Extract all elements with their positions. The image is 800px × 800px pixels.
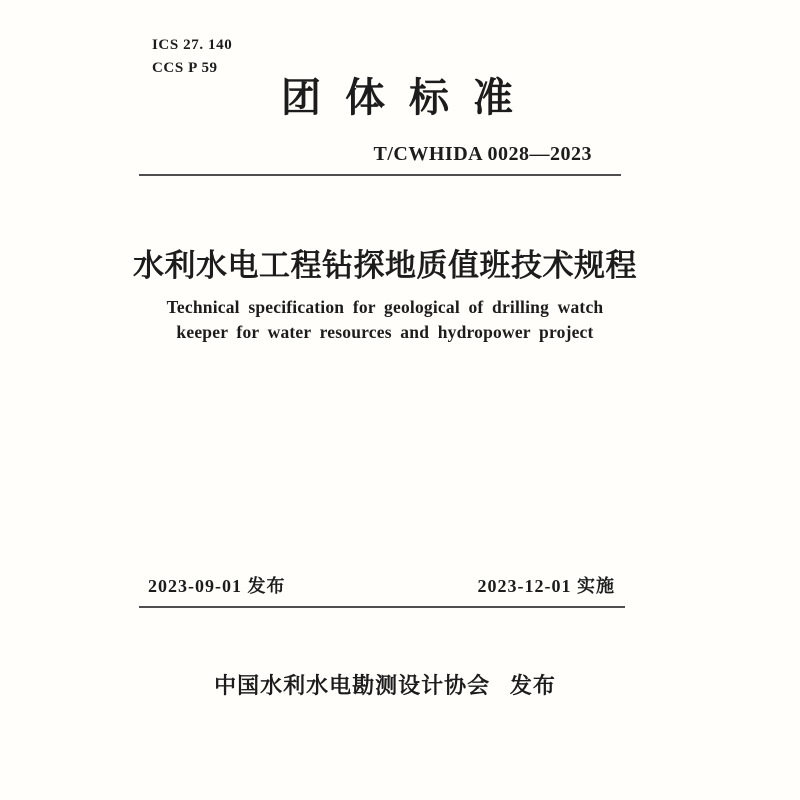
publisher-line — [120, 669, 650, 700]
issuer-name: 中国水利水电勘测设计协会 — [214, 673, 491, 698]
ccs-code: CCS P 59 — [152, 60, 218, 76]
english-title-line2: keeper for water resources and hydropower project — [176, 322, 594, 342]
standard-number: T/CWHIDA 0028—2023 — [373, 143, 592, 165]
document-type-title: 团体标准 — [281, 76, 537, 120]
header-rule — [139, 174, 621, 176]
english-title-line1: Technical specification for geological of drilling watch — [166, 297, 604, 317]
english-title — [120, 295, 650, 345]
ics-code: ICS 27. 140 — [152, 37, 233, 53]
classification-codes — [152, 34, 232, 80]
footer-rule — [139, 606, 625, 608]
issue-action-label: 发布 — [509, 673, 556, 698]
implementation-date: 2023-12-01 实施 — [477, 576, 615, 596]
issue-date: 2023-09-01 发布 — [148, 576, 286, 596]
chinese-title: 水利水电工程钻探地质值班技术规程 — [133, 248, 637, 283]
